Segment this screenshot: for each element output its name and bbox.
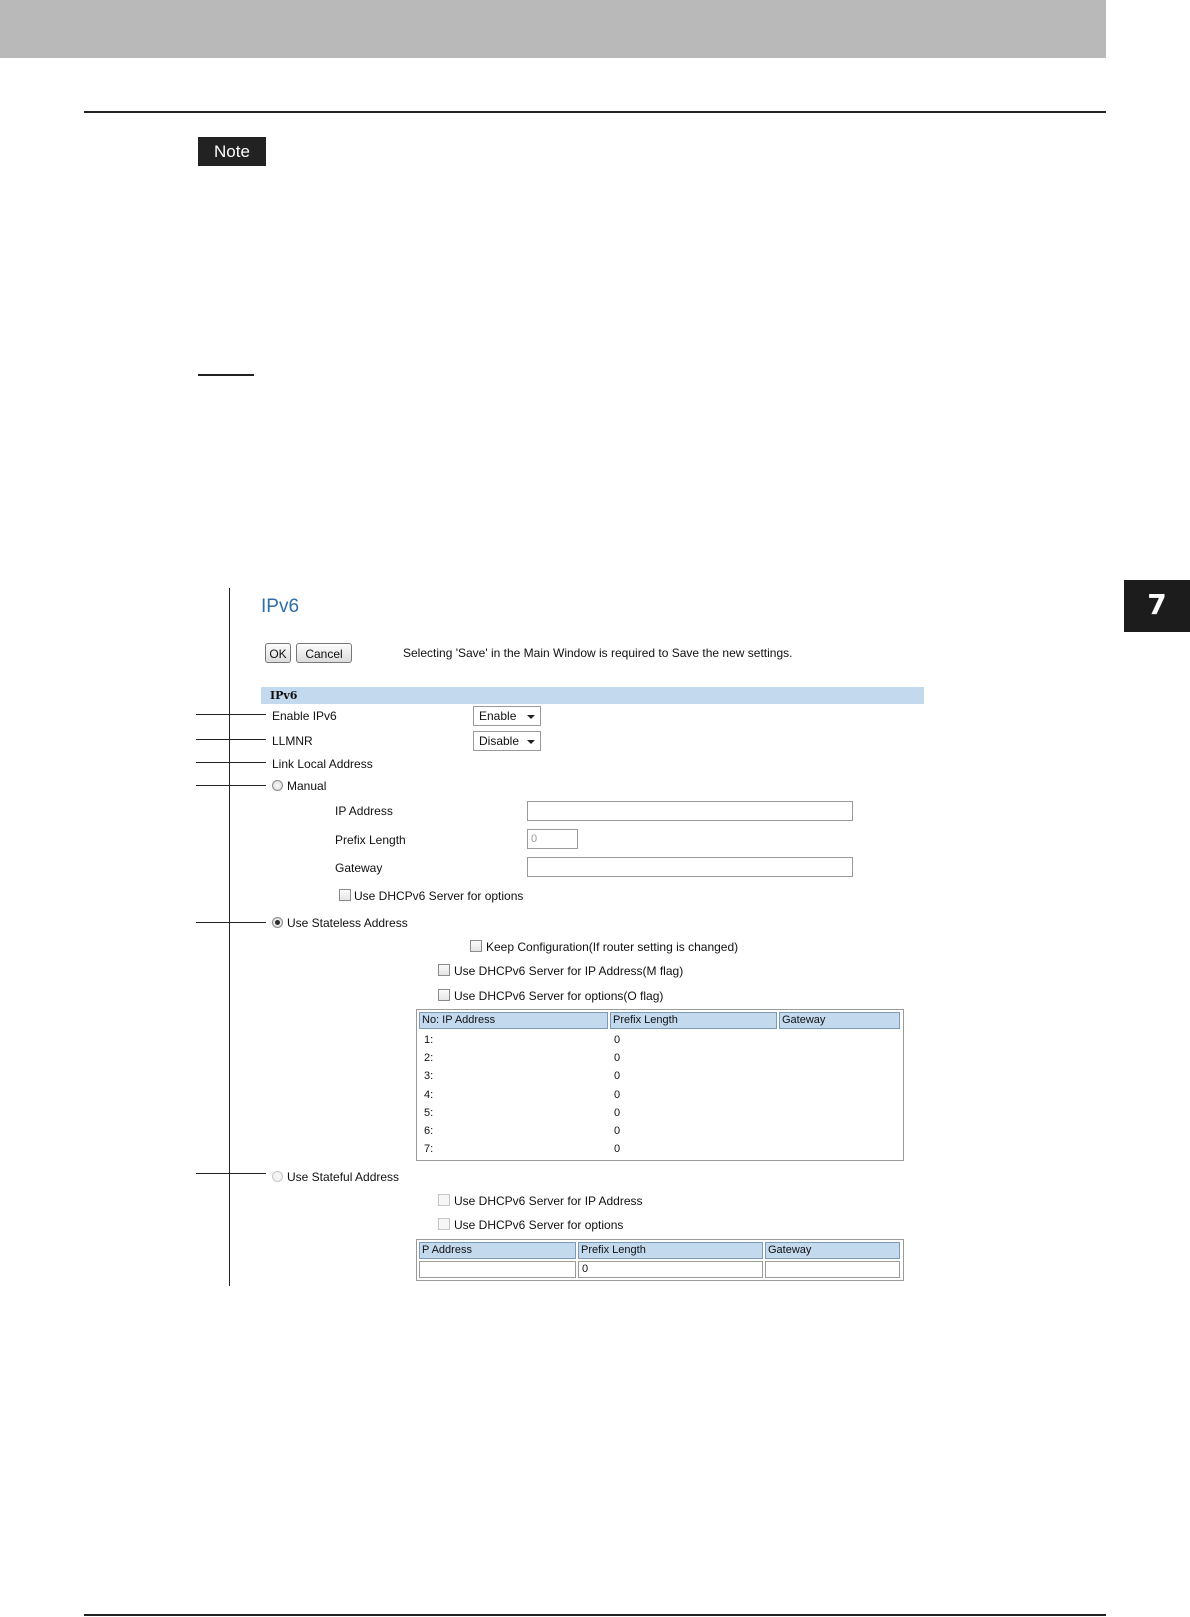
note-end-rule: [198, 374, 254, 376]
manual-ip-input[interactable]: [527, 801, 853, 821]
stateful-radio[interactable]: [272, 1171, 283, 1182]
ok-button[interactable]: OK: [265, 643, 291, 663]
link-local-label: Link Local Address: [272, 757, 373, 771]
stateless-address-table: [416, 1009, 904, 1161]
callout-line-llmnr: [196, 739, 266, 740]
table-row-prefix: 0: [614, 1052, 621, 1064]
stateful-dhcp-ip-checkbox[interactable]: [438, 1194, 450, 1206]
chapter-tab: 7: [1124, 580, 1190, 630]
manual-gateway-label: Gateway: [335, 861, 383, 875]
enable-ipv6-label: Enable IPv6: [272, 709, 337, 723]
manual-prefix-input[interactable]: 0: [527, 829, 578, 849]
save-instruction: Selecting 'Save' in the Main Window is required to Save the new settings.: [403, 646, 793, 660]
table-row-prefix: 0: [614, 1034, 621, 1046]
stateful-dhcp-options-checkbox[interactable]: [438, 1218, 450, 1230]
screen-title: IPv6: [261, 596, 300, 617]
manual-label: Manual: [287, 779, 327, 793]
callout-line-stateless: [196, 922, 266, 923]
llmnr-value: Disable: [479, 734, 520, 748]
section-header: IPv6: [261, 687, 924, 704]
enable-ipv6-value: Enable: [479, 709, 517, 723]
chevron-down-icon: [527, 715, 535, 719]
keep-config-checkbox[interactable]: [470, 940, 482, 952]
table-header: Prefix Length: [610, 1012, 777, 1029]
callout-line-link-local: [196, 762, 266, 763]
table-row-prefix: 0: [614, 1070, 621, 1082]
figure-left-border: [229, 588, 230, 1286]
stateful-ip-cell[interactable]: [419, 1261, 576, 1278]
chapter-tab-underline: [1124, 629, 1190, 632]
manual-radio[interactable]: [272, 780, 283, 791]
manual-dhcp-options-label: Use DHCPv6 Server for options: [354, 889, 524, 903]
stateless-label: Use Stateless Address: [287, 916, 408, 930]
table-header: P Address: [419, 1242, 576, 1259]
stateless-dhcp-options-checkbox[interactable]: [438, 989, 450, 1001]
table-row-number: 7:: [424, 1143, 434, 1155]
manual-ip-label: IP Address: [335, 804, 393, 818]
callout-line-stateful: [196, 1173, 266, 1174]
stateless-radio[interactable]: [272, 917, 283, 928]
table-row-number: 4:: [424, 1089, 434, 1101]
enable-ipv6-select[interactable]: [473, 706, 541, 726]
bottom-divider: [84, 1614, 1106, 1616]
table-row-number: 2:: [424, 1052, 434, 1064]
note-label: Note: [198, 137, 266, 166]
table-header: Gateway: [779, 1012, 900, 1029]
page-header-bar: [0, 0, 1106, 58]
table-row-prefix: 0: [614, 1107, 621, 1119]
llmnr-select[interactable]: [473, 731, 541, 751]
llmnr-label: LLMNR: [272, 734, 313, 748]
table-row-number: 3:: [424, 1070, 434, 1082]
table-row-prefix: 0: [614, 1125, 621, 1137]
stateful-dhcp-ip-label: Use DHCPv6 Server for IP Address: [454, 1194, 643, 1208]
table-row-prefix: 0: [614, 1143, 621, 1155]
callout-line-manual: [196, 785, 266, 786]
stateless-dhcp-ip-checkbox[interactable]: [438, 964, 450, 976]
stateless-dhcp-options-label: Use DHCPv6 Server for options(O flag): [454, 989, 664, 1003]
table-row-number: 6:: [424, 1125, 434, 1137]
callout-line-enable-ipv6: [196, 714, 266, 715]
stateful-prefix-cell[interactable]: 0: [578, 1261, 763, 1278]
table-header: Gateway: [765, 1242, 900, 1259]
stateful-gateway-cell[interactable]: [765, 1261, 900, 1278]
manual-prefix-label: Prefix Length: [335, 833, 406, 847]
stateless-dhcp-ip-label: Use DHCPv6 Server for IP Address(M flag): [454, 964, 684, 978]
stateful-dhcp-options-label: Use DHCPv6 Server for options: [454, 1218, 624, 1232]
manual-dhcp-options-checkbox[interactable]: [339, 889, 351, 901]
table-row-prefix: 0: [614, 1089, 621, 1101]
keep-config-label: Keep Configuration(If router setting is changed): [486, 940, 739, 954]
stateful-label: Use Stateful Address: [287, 1170, 400, 1184]
table-row-number: 1:: [424, 1034, 434, 1046]
chevron-down-icon: [527, 740, 535, 744]
manual-gateway-input[interactable]: [527, 857, 853, 877]
cancel-button[interactable]: Cancel: [296, 643, 352, 663]
table-header: Prefix Length: [578, 1242, 763, 1259]
stateful-address-table: [416, 1239, 904, 1281]
table-row-number: 5:: [424, 1107, 434, 1119]
table-header: No: IP Address: [419, 1012, 608, 1029]
top-divider: [84, 111, 1106, 113]
